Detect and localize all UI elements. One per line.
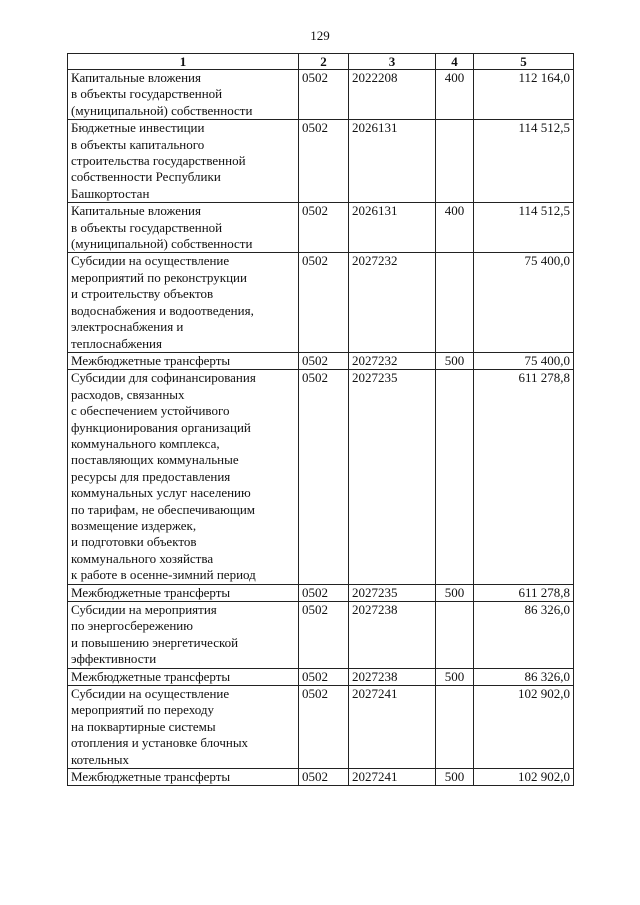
section-code-cell: 0502: [299, 120, 349, 203]
table-row: [68, 370, 574, 584]
target-code-cell: 2027235: [349, 370, 436, 584]
table-row: [68, 352, 574, 369]
expense-name-cell: Капитальные вложения в объекты государственной (муниципальной) собственности: [68, 203, 299, 253]
expense-name-cell: Межбюджетные трансферты: [68, 584, 299, 601]
expense-kind-cell: [436, 370, 474, 584]
table-row: [68, 769, 574, 786]
target-code-cell: 2027241: [349, 686, 436, 769]
table-row: [68, 668, 574, 685]
section-code-cell: 0502: [299, 668, 349, 685]
table-row: [68, 253, 574, 352]
amount-cell: 102 902,0: [474, 769, 574, 786]
section-code-cell: 0502: [299, 584, 349, 601]
section-code-cell: 0502: [299, 352, 349, 369]
amount-cell: 86 326,0: [474, 602, 574, 669]
expense-kind-cell: [436, 602, 474, 669]
table-row: [68, 70, 574, 120]
column-header: 4: [436, 54, 474, 70]
section-code-cell: 0502: [299, 370, 349, 584]
table-row: [68, 686, 574, 769]
expense-kind-cell: 500: [436, 352, 474, 369]
section-code-cell: 0502: [299, 686, 349, 769]
target-code-cell: 2027235: [349, 584, 436, 601]
target-code-cell: 2022208: [349, 70, 436, 120]
target-code-cell: 2027238: [349, 668, 436, 685]
expense-name-cell: Межбюджетные трансферты: [68, 668, 299, 685]
budget-table: [67, 53, 574, 786]
target-code-cell: 2027241: [349, 769, 436, 786]
expense-kind-cell: 500: [436, 668, 474, 685]
target-code-cell: 2027238: [349, 602, 436, 669]
expense-kind-cell: [436, 686, 474, 769]
table-row: [68, 203, 574, 253]
section-code-cell: 0502: [299, 253, 349, 352]
expense-name-cell: Межбюджетные трансферты: [68, 769, 299, 786]
table-row: [68, 584, 574, 601]
amount-cell: 102 902,0: [474, 686, 574, 769]
expense-kind-cell: 400: [436, 70, 474, 120]
section-code-cell: 0502: [299, 769, 349, 786]
column-header: 5: [474, 54, 574, 70]
expense-kind-cell: 400: [436, 203, 474, 253]
amount-cell: 114 512,5: [474, 120, 574, 203]
expense-name-cell: Межбюджетные трансферты: [68, 352, 299, 369]
table-body: [68, 70, 574, 786]
target-code-cell: 2026131: [349, 203, 436, 253]
section-code-cell: 0502: [299, 70, 349, 120]
expense-name-cell: Субсидии на осуществление мероприятий по переходу на поквартирные системы отопления и установке блочных котельных: [68, 686, 299, 769]
amount-cell: 611 278,8: [474, 370, 574, 584]
column-header: 2: [299, 54, 349, 70]
section-code-cell: 0502: [299, 203, 349, 253]
expense-kind-cell: [436, 253, 474, 352]
table-header-row: [68, 54, 574, 70]
expense-kind-cell: 500: [436, 769, 474, 786]
amount-cell: 112 164,0: [474, 70, 574, 120]
target-code-cell: 2027232: [349, 352, 436, 369]
target-code-cell: 2026131: [349, 120, 436, 203]
expense-kind-cell: 500: [436, 584, 474, 601]
amount-cell: 75 400,0: [474, 253, 574, 352]
amount-cell: 75 400,0: [474, 352, 574, 369]
target-code-cell: 2027232: [349, 253, 436, 352]
amount-cell: 611 278,8: [474, 584, 574, 601]
expense-name-cell: Бюджетные инвестиции в объекты капитального строительства государственной собственности Республики Башкортостан: [68, 120, 299, 203]
page-number: 129: [310, 28, 330, 43]
amount-cell: 86 326,0: [474, 668, 574, 685]
expense-name-cell: Субсидии для софинансирования расходов, связанных с обеспечением устойчивого функционирования организаций коммунального комплекса, поставляющих коммунальные ресурсы для предоставления коммунальных услуг населению по тарифам, не обеспечивающим возмещение издержек, и подготовки объектов коммунального хозяйства к работе в осенне-зимний период: [68, 370, 299, 584]
column-header: 3: [349, 54, 436, 70]
expense-name-cell: Капитальные вложения в объекты государственной (муниципальной) собственности: [68, 70, 299, 120]
expense-name-cell: Субсидии на мероприятия по энергосбережению и повышению энергетической эффективности: [68, 602, 299, 669]
amount-cell: 114 512,5: [474, 203, 574, 253]
section-code-cell: 0502: [299, 602, 349, 669]
table-row: [68, 120, 574, 203]
table-row: [68, 602, 574, 669]
expense-kind-cell: [436, 120, 474, 203]
expense-name-cell: Субсидии на осуществление мероприятий по реконструкции и строительству объектов водоснабжения и водоотведения, электроснабжения и теплоснабжения: [68, 253, 299, 352]
column-header: 1: [68, 54, 299, 70]
